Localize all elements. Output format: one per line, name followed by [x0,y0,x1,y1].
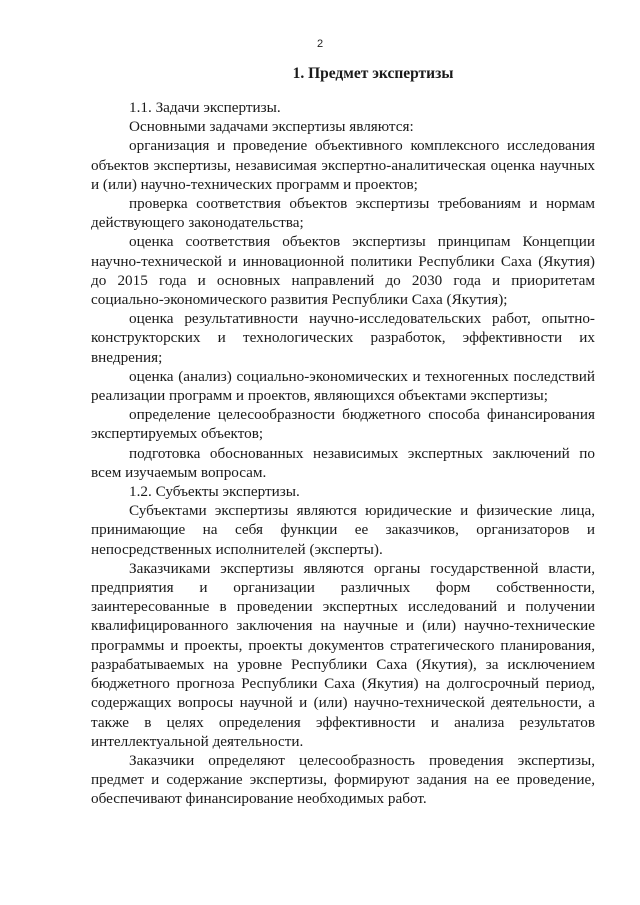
paragraph-task-concept-assessment: оценка соответствия объектов экспертизы принципам Концепции научно-технической и инновационной политики Республики Саха (Якутия) до 2015 года и основных направлений до 2030 года и приоритетам социально-экономического развития Республики Саха (Якутия); [91,233,595,309]
paragraph-subjects: Субъектами экспертизы являются юридические и физические лица, принимающие на себя функции ее заказчиков, организаторов и непосредственных исполнителей (эксперты). [91,502,595,558]
paragraph-task-consequences: оценка (анализ) социально-экономических и техногенных последствий реализации программ и проектов, являющихся объектами экспертизы; [91,367,595,405]
section-heading: 1. Предмет экспертизы [292,65,454,82]
paragraph-task-organization: организация и проведение объективного комплексного исследования объектов экспертизы, независимая экспертно-аналитическая оценка научных и (или) научно-технических программ и проектов; [91,137,595,193]
subsection-heading-tasks: 1.1. Задачи экспертизы. [129,99,281,116]
paragraph-customers: Заказчиками экспертизы являются органы государственной власти, предприятия и организации различных форм собственности, заинтересованные в проведении экспертных исследований и получении квалифицированного заключения на научные и (или) научно-технические программы и проекты, проекты документов стратегического планирования, разрабатываемых на уровне Республики Саха (Якутия), за исключением бюджетного прогноза Республики Саха (Якутия) на долгосрочный период, содержащих вопросы научной и (или) научно-технической деятельности, а также в целях определения эффективности и анализа результатов интеллектуальной деятельности. [91,559,595,750]
paragraph-task-funding: определение целесообразности бюджетного способа финансирования экспертируемых объектов; [91,406,595,443]
paragraph-customers-duties: Заказчики определяют целесообразность проведения экспертизы, предмет и содержание экспертизы, формируют задания на ее проведение, обеспечивают финансирование необходимых работ. [91,751,595,808]
paragraph-task-effectiveness: оценка результативности научно-исследовательских работ, опытно-конструкторских и технологических разработок, эффективности их внедрения; [91,310,595,366]
paragraph-task-compliance: проверка соответствия объектов экспертизы требованиям и нормам действующего законодательства; [91,195,595,232]
paragraph-task-conclusions: подготовка обоснованных независимых экспертных заключений по всем изучаемым вопросам. [91,444,595,481]
document-body [91,64,595,809]
paragraph-tasks-intro: Основными задачами экспертизы являются: [129,118,414,136]
page-number: 2 [316,38,324,50]
subsection-heading-subjects: 1.2. Субъекты экспертизы. [129,483,300,501]
